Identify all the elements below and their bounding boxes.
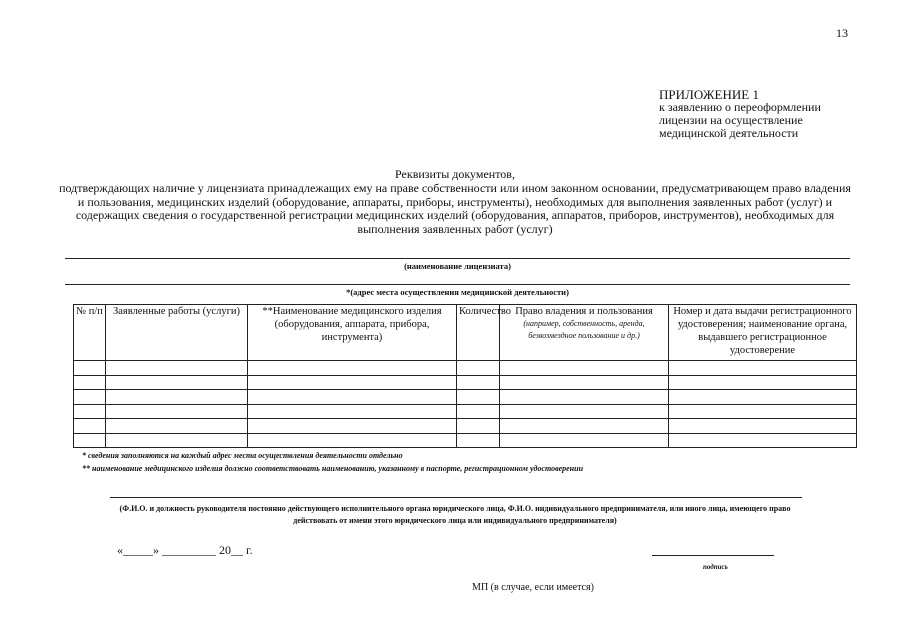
- header-ownership-label: Право владения и пользования: [515, 306, 653, 317]
- table-cell[interactable]: [457, 390, 500, 405]
- header-quantity-label: Количество: [459, 306, 512, 317]
- table-cell[interactable]: [669, 404, 857, 419]
- header-registration: [669, 305, 857, 361]
- table-cell[interactable]: [500, 375, 669, 390]
- table-cell[interactable]: [669, 390, 857, 405]
- table-row: [74, 419, 857, 434]
- table-cell[interactable]: [74, 375, 106, 390]
- document-title: Реквизиты документов,: [395, 167, 515, 181]
- header-quantity: [457, 305, 512, 361]
- table-cell[interactable]: [500, 390, 669, 405]
- page-number: 13: [836, 26, 848, 40]
- licensee-name-caption: (наименование лицензиата): [404, 261, 511, 271]
- table-row: [74, 375, 857, 390]
- table-cell[interactable]: [74, 419, 106, 434]
- table-cell[interactable]: [248, 404, 457, 419]
- table-cell[interactable]: [500, 404, 669, 419]
- table-cell[interactable]: [106, 404, 248, 419]
- table-cell[interactable]: [457, 419, 500, 434]
- table-row: [74, 361, 857, 376]
- footnote-2: ** наименование медицинского изделия должно соответствовать наименованию, указанному в паспорте, регистрационном удостоверении: [82, 464, 584, 473]
- appendix-title: ПРИЛОЖЕНИЕ 1: [659, 87, 759, 102]
- table-cell[interactable]: [248, 419, 457, 434]
- table-row: [74, 404, 857, 419]
- table-cell[interactable]: [248, 390, 457, 405]
- table-cell[interactable]: [500, 433, 669, 448]
- table-cell[interactable]: [248, 375, 457, 390]
- header-device-name: [248, 305, 457, 361]
- table-cell[interactable]: [74, 361, 106, 376]
- address-caption: *(адрес места осуществления медицинской деятельности): [346, 287, 569, 297]
- document-heading-body: подтверждающих наличие у лицензиата принадлежащих ему на праве собственности или ином законном основании, предусматривающем право владения и пользования, медицинских изделий (оборудование, аппараты, приборы, инструменты), необходимых для выполнения заявленных работ (услуг) и содержащих сведения о государственной регистрации медицинских изделий (оборудования, аппаратов, приборов, инструментов), необходимых для выполнения заявленных работ (услуг): [59, 181, 851, 236]
- table-cell[interactable]: [457, 361, 500, 376]
- header-registration-label: Номер и дата выдачи регистрационного удостоверения; наименование органа, выдавшего регистрационное удостоверение: [673, 306, 852, 356]
- table-cell[interactable]: [669, 433, 857, 448]
- table-cell[interactable]: [106, 361, 248, 376]
- table-cell[interactable]: [74, 433, 106, 448]
- stamp-note: МП (в случае, если имеется): [472, 582, 594, 593]
- signatory-line[interactable]: [110, 497, 802, 498]
- address-line[interactable]: [65, 284, 850, 285]
- table-cell[interactable]: [248, 433, 457, 448]
- table-cell[interactable]: [74, 404, 106, 419]
- footnote-1: * сведения заполняются на каждый адрес места осуществления деятельности отдельно: [82, 451, 403, 460]
- header-works: [106, 305, 248, 361]
- table-cell[interactable]: [500, 361, 669, 376]
- table-cell[interactable]: [457, 404, 500, 419]
- header-ownership-note: (например, собственность, аренда, безвозмездное пользование и др.): [523, 319, 645, 340]
- header-device-name-label: **Наименование медицинского изделия (оборудования, аппарата, прибора, инструмента): [262, 306, 442, 343]
- signatory-caption: (Ф.И.О. и должность руководителя постоянно действующего исполнительного органа юридического лица, Ф.И.О. индивидуального предпринимателя, или иного лица, имеющего право действовать от имени этого юридического лица или индивидуального предпринимателя): [119, 504, 791, 525]
- table-cell[interactable]: [669, 375, 857, 390]
- appendix-subtitle: к заявлению о переоформлении лицензии на осуществление медицинской деятельности: [659, 100, 821, 140]
- table-cell[interactable]: [669, 361, 857, 376]
- table-cell[interactable]: [457, 433, 500, 448]
- devices-table: [73, 304, 857, 448]
- table-header-row: [74, 305, 857, 361]
- table-cell[interactable]: [106, 390, 248, 405]
- date-line[interactable]: «_____» _________ 20__ г.: [117, 543, 253, 557]
- table-row: [74, 390, 857, 405]
- table-cell[interactable]: [106, 433, 248, 448]
- licensee-name-line[interactable]: [65, 258, 850, 259]
- table-cell[interactable]: [106, 375, 248, 390]
- table-cell[interactable]: [106, 419, 248, 434]
- table-cell[interactable]: [669, 419, 857, 434]
- table-cell[interactable]: [74, 390, 106, 405]
- header-ownership: [500, 305, 669, 361]
- table-cell[interactable]: [457, 375, 500, 390]
- table-cell[interactable]: [500, 419, 669, 434]
- table-row: [74, 433, 857, 448]
- header-num-label: № п/п: [76, 306, 103, 317]
- table-cell[interactable]: [248, 361, 457, 376]
- header-num: [74, 305, 106, 361]
- header-works-label: Заявленные работы (услуги): [113, 306, 240, 317]
- signature-line[interactable]: [652, 555, 774, 556]
- signature-caption: подпись: [703, 563, 728, 571]
